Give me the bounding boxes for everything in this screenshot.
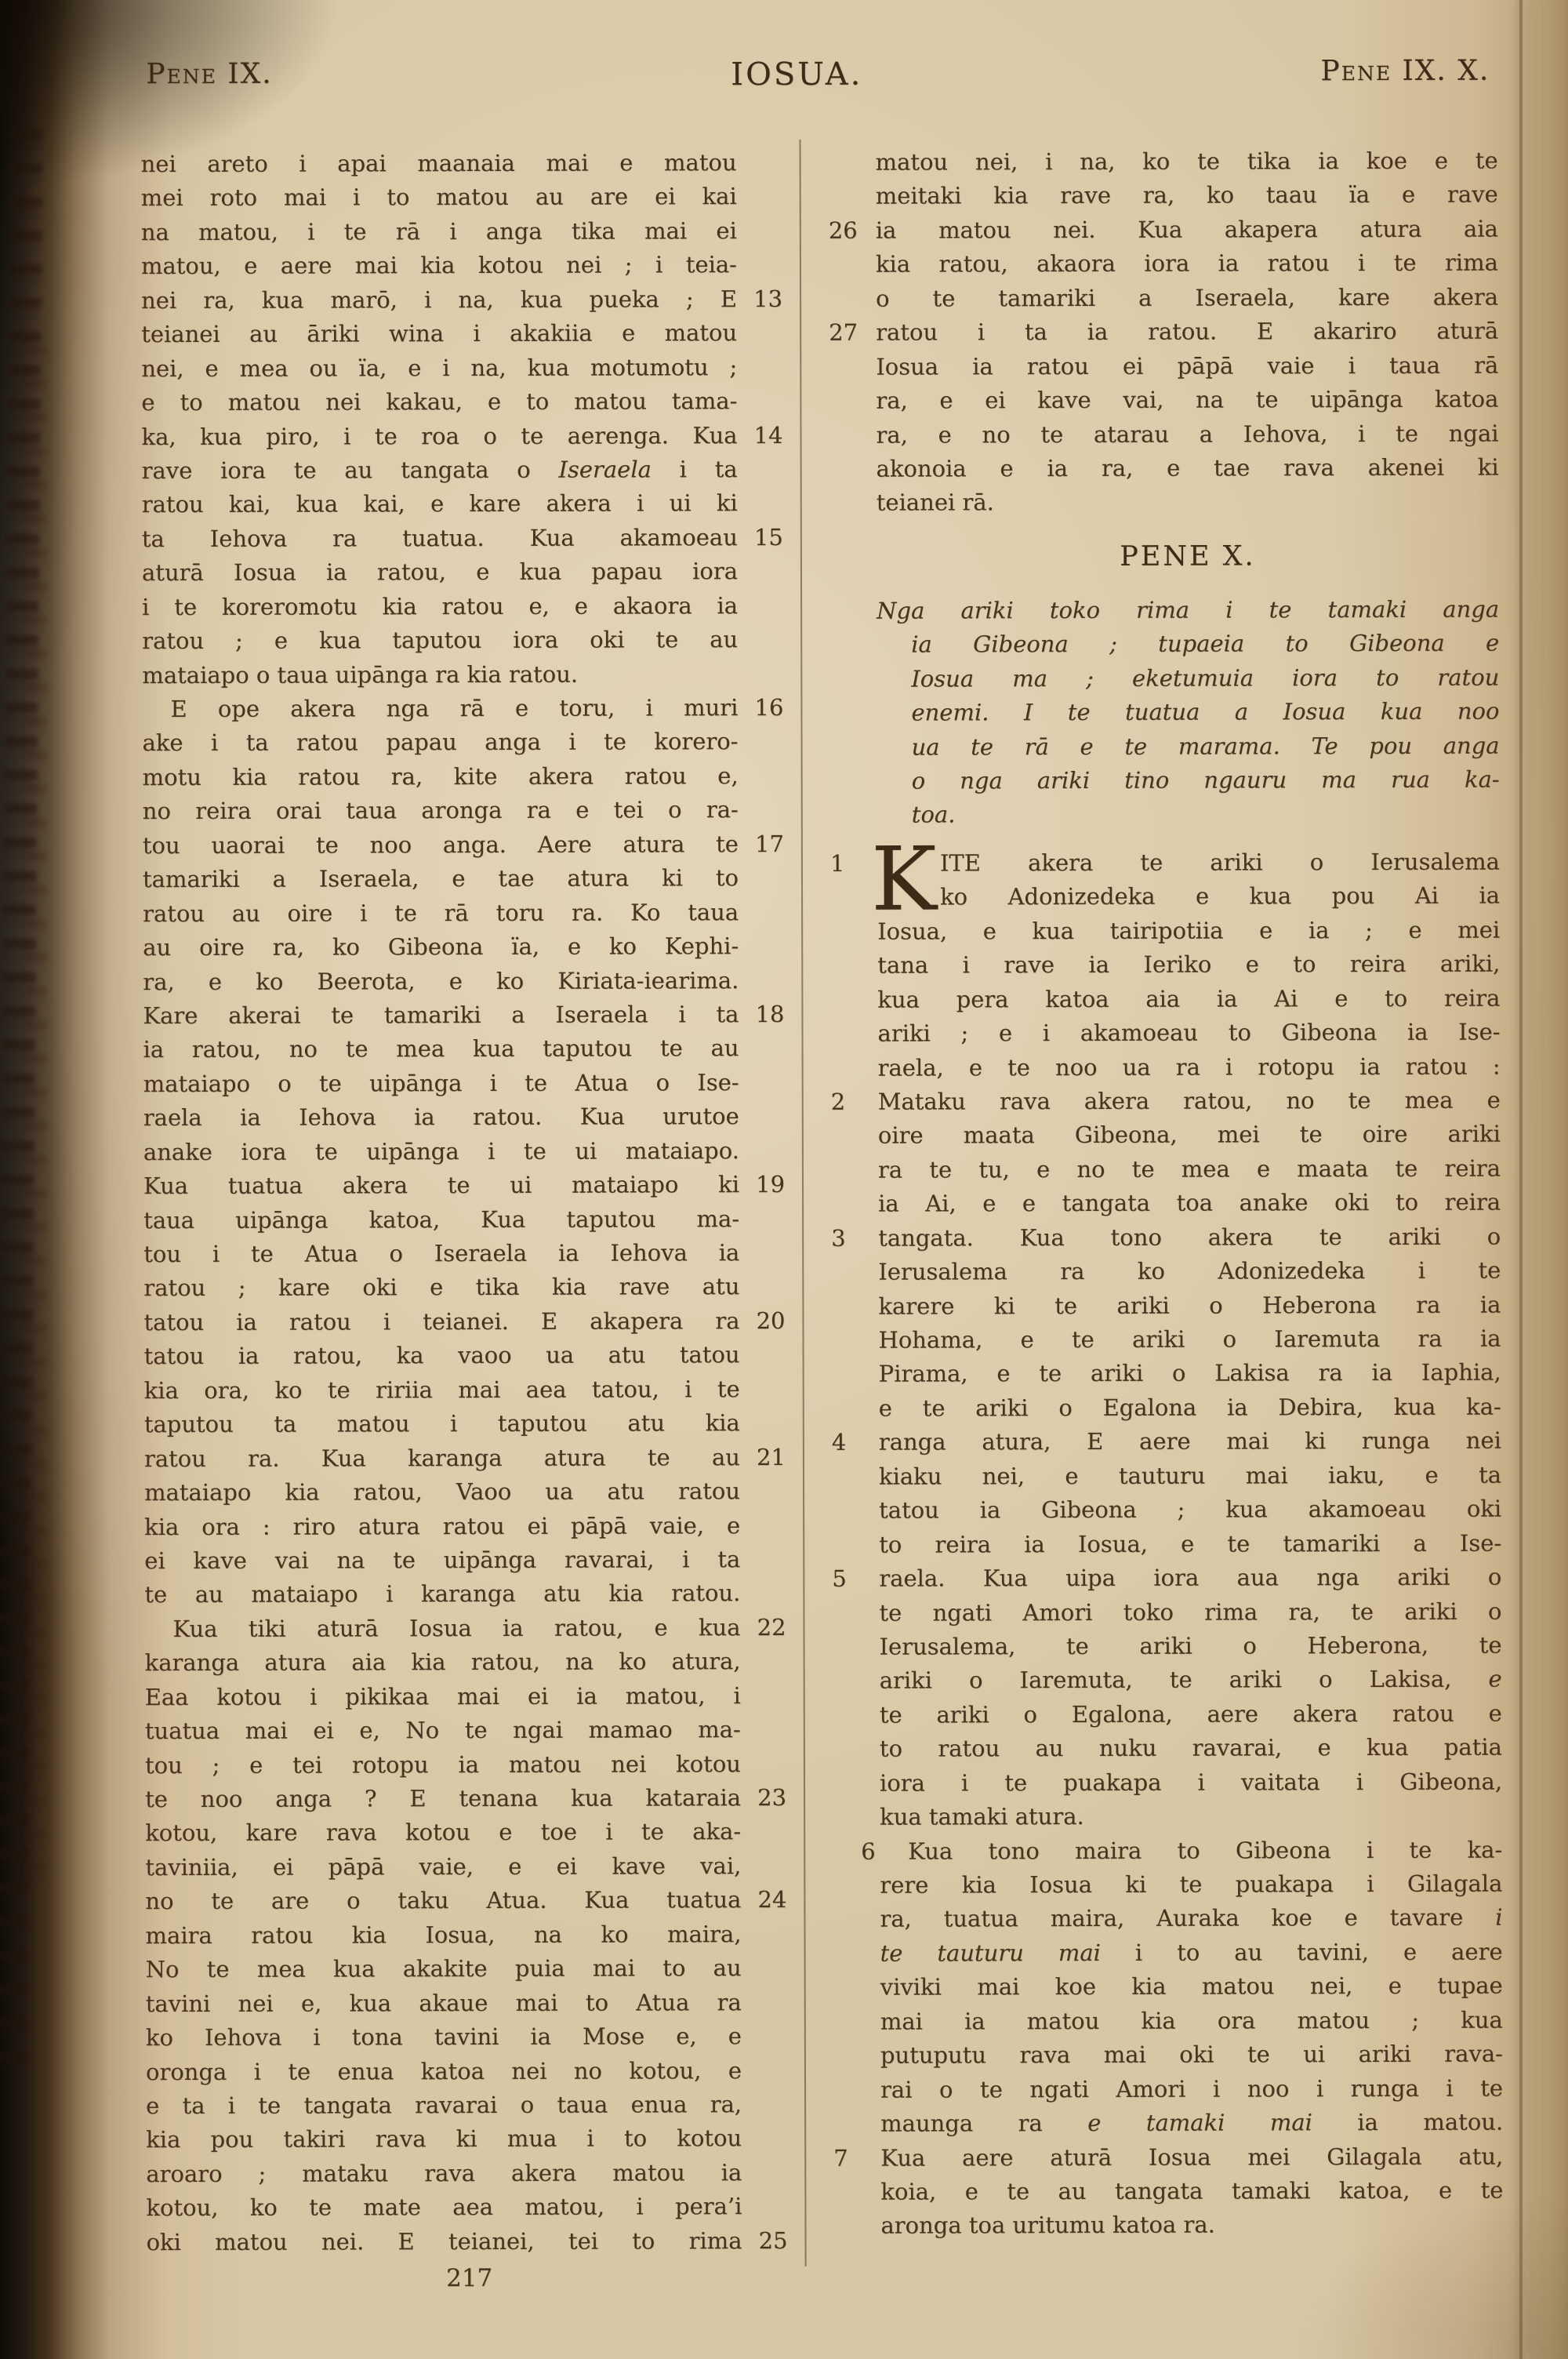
text-line bbox=[142, 725, 788, 761]
text-segment: teianei rā. bbox=[876, 489, 994, 517]
text-line bbox=[142, 589, 788, 625]
text-segment: ra, e ei kave vai, na te uipānga katoa bbox=[876, 385, 1499, 414]
text-line bbox=[829, 845, 1500, 881]
text-line bbox=[144, 1543, 790, 1579]
verse-number: 16 bbox=[754, 693, 784, 722]
text-line bbox=[828, 451, 1499, 487]
verse-number: 3 bbox=[831, 1224, 846, 1252]
verse-number: 7 bbox=[833, 2144, 848, 2172]
text-segment: mataiapo o taua uipānga ra kia ratou. bbox=[142, 660, 579, 689]
text-segment: ra te tu, e no te mea e maata te reira bbox=[877, 1154, 1501, 1183]
text-segment: kotou, ko te mate aea matou, i pera’i bbox=[146, 2193, 742, 2222]
text-segment: Iseraela bbox=[558, 456, 652, 483]
verse-number: 14 bbox=[753, 421, 783, 449]
verse-number: 25 bbox=[758, 2226, 788, 2254]
text-line bbox=[829, 981, 1500, 1017]
text-segment: Ierusalema ra ko Adonizedeka i te bbox=[878, 1256, 1501, 1285]
text-line bbox=[829, 797, 1500, 833]
text-segment: to ratou au nuku ravarai, e kua patia bbox=[879, 1733, 1502, 1762]
text-line bbox=[832, 2071, 1503, 2107]
text-line bbox=[828, 695, 1499, 731]
text-segment: te au mataiapo i karanga atu kia ratou. bbox=[144, 1579, 741, 1608]
verse-number: 6 bbox=[861, 1837, 876, 1865]
text-line bbox=[141, 418, 787, 454]
text-segment: Pirama, e te ariki o Lakisa ra ia Iaphia, bbox=[878, 1359, 1501, 1388]
text-line bbox=[829, 1049, 1501, 1085]
text-segment: tatou ia ratou i teianei. E akapera ra bbox=[143, 1307, 740, 1336]
text-line bbox=[827, 246, 1498, 282]
text-segment: rere kia Iosua ki te puakapa i Gilagala bbox=[880, 1870, 1503, 1899]
text-segment: ta Iehova ra tuatua. Kua akamoeau bbox=[141, 523, 738, 552]
text-line bbox=[142, 657, 788, 693]
text-line bbox=[146, 2121, 792, 2157]
text-segment: taua uipānga katoa, Kua taputou ma- bbox=[143, 1205, 740, 1234]
text-segment: motu kia ratou ra, kite akera ratou e, bbox=[142, 762, 739, 791]
text-segment: oki matou nei. E teianei, tei to rima bbox=[146, 2226, 742, 2255]
text-segment: matou, e aere mai kia kotou nei ; i teia- bbox=[140, 251, 737, 280]
text-segment: rai o te ngati Amori i noo i runga i te bbox=[880, 2074, 1504, 2103]
text-segment: ariki ; e i akamoeau to Gibeona ia Ise- bbox=[877, 1018, 1501, 1047]
text-line bbox=[832, 2174, 1503, 2210]
text-line bbox=[828, 660, 1499, 696]
text-line bbox=[831, 1901, 1502, 1937]
text-segment: ratou kai, kua kai, e kare akera i ui ki bbox=[141, 489, 738, 518]
text-line bbox=[146, 2053, 792, 2089]
text-line bbox=[145, 1747, 791, 1783]
text-line bbox=[141, 316, 787, 352]
verse-number: 27 bbox=[829, 318, 858, 347]
text-segment: ra, tuatua maira, Auraka koe e tavare bbox=[880, 1904, 1496, 1933]
text-segment: ratou ; e kua taputou iora oki te au bbox=[142, 626, 739, 655]
text-line bbox=[144, 1338, 790, 1374]
text-line bbox=[146, 2088, 792, 2124]
text-line bbox=[146, 1986, 792, 2022]
text-segment: ka, kua piro, i te roa o te aerenga. Kua bbox=[141, 421, 738, 450]
text-line bbox=[831, 1799, 1502, 1835]
running-head-left: Pene IX. bbox=[146, 57, 273, 91]
text-segment: nei areto i apai maanaia mai e matou bbox=[140, 149, 737, 178]
verse-number: 24 bbox=[757, 1886, 787, 1914]
verse-number: 18 bbox=[755, 1000, 785, 1028]
text-line bbox=[144, 1441, 790, 1477]
text-line bbox=[146, 2224, 792, 2260]
text-segment: tuatua mai ei e, No te ngai mamao ma- bbox=[144, 1716, 741, 1745]
text-segment: o nga ariki tino ngauru ma rua ka- bbox=[911, 765, 1500, 794]
text-line bbox=[143, 1031, 789, 1067]
text-line bbox=[831, 1867, 1502, 1903]
text-line bbox=[827, 416, 1498, 453]
text-segment: toa. bbox=[911, 801, 956, 829]
text-line bbox=[829, 947, 1500, 983]
text-line bbox=[830, 1594, 1501, 1630]
text-segment: taputou ta matou i taputou atu kia bbox=[143, 1409, 740, 1438]
text-segment: Hohama, e te ariki o Iaremuta ra ia bbox=[878, 1325, 1501, 1354]
verse-number: 19 bbox=[756, 1171, 786, 1198]
text-segment: mai ia matou kia ora matou ; kua bbox=[880, 2006, 1503, 2035]
text-line bbox=[142, 521, 788, 557]
text-line bbox=[142, 554, 788, 591]
text-line bbox=[141, 282, 787, 318]
verse-number: 23 bbox=[757, 1783, 787, 1812]
text-line bbox=[832, 1969, 1503, 2005]
text-line bbox=[146, 2190, 792, 2226]
text-segment: meitaki kia rave ra, ko taau ïa e rave bbox=[875, 181, 1498, 210]
text-line bbox=[830, 1356, 1501, 1392]
text-line bbox=[827, 280, 1498, 316]
text-segment: au oire ra, ko Gibeona ïa, e ko Kephi- bbox=[143, 932, 739, 961]
text-line bbox=[143, 1066, 789, 1102]
verse-number: 20 bbox=[756, 1307, 786, 1334]
text-segment: ko Adonizedeka e kua pou Ai ia bbox=[940, 881, 1501, 911]
text-segment: kua pera katoa aia ia Ai e to reira bbox=[877, 984, 1501, 1013]
text-line bbox=[832, 2003, 1503, 2039]
verse-number: 13 bbox=[753, 285, 783, 312]
text-line bbox=[830, 1458, 1501, 1494]
text-line bbox=[832, 1935, 1503, 1971]
text-segment: raela ia Iehova ia ratou. Kua urutoe bbox=[143, 1103, 739, 1132]
text-segment: aturā Iosua ia ratou, e kua papau iora bbox=[141, 558, 739, 587]
text-line bbox=[827, 348, 1498, 384]
text-line bbox=[143, 963, 789, 999]
text-segment: te ariki o Egalona, aere akera ratou e bbox=[879, 1699, 1502, 1728]
text-line bbox=[829, 1084, 1501, 1120]
text-line bbox=[141, 214, 787, 250]
drop-cap-initial: K bbox=[870, 828, 937, 931]
text-line bbox=[832, 2106, 1503, 2142]
text-segment: rave iora te au tangata o bbox=[141, 456, 559, 485]
text-line bbox=[143, 1236, 789, 1272]
text-segment: raela, e te noo ua ra i rotopu ia ratou : bbox=[877, 1052, 1501, 1081]
text-segment: kia pou takiri rava ki mua i to kotou bbox=[146, 2125, 742, 2154]
text-line bbox=[145, 1917, 791, 1954]
text-line bbox=[829, 763, 1500, 799]
text-line bbox=[828, 592, 1499, 628]
text-line bbox=[141, 180, 787, 216]
text-line bbox=[829, 1219, 1501, 1256]
text-segment: tou i te Atua o Iseraela ia Iehova ia bbox=[143, 1239, 740, 1268]
text-segment: na matou, i te rā i anga tika mai ei bbox=[140, 217, 737, 246]
text-line bbox=[144, 1611, 790, 1647]
text-line bbox=[141, 146, 787, 182]
text-line bbox=[144, 1474, 790, 1510]
text-segment: ake i ta ratou papau anga i te korero- bbox=[142, 728, 739, 757]
text-segment: oronga i te enua katoa nei no kotou, e bbox=[145, 2056, 742, 2085]
text-segment: matou nei, i na, ko te tika ia koe e te bbox=[875, 147, 1498, 176]
text-segment: tavini nei e, kua akaue mai to Atua ra bbox=[145, 1988, 742, 2017]
text-segment: o te tamariki a Iseraela, kare akera bbox=[876, 283, 1499, 312]
text-segment: e te ariki o Egalona ia Debira, kua ka- bbox=[878, 1393, 1501, 1422]
text-segment: viviki mai koe kia matou nei, e tupae bbox=[880, 1972, 1503, 2001]
text-segment: tatou ia Gibeona ; kua akamoeau oki bbox=[879, 1495, 1502, 1524]
text-segment: karere ki te ariki o Heberona ra ia bbox=[878, 1291, 1501, 1320]
text-line bbox=[831, 1765, 1502, 1801]
text-segment: e to matou nei kakau, e to matou tama- bbox=[141, 387, 738, 416]
text-line bbox=[146, 2156, 792, 2192]
text-line bbox=[830, 1390, 1501, 1426]
text-segment: putuputu rava mai oki te ui ariki rava- bbox=[880, 2040, 1503, 2069]
verse-number: 1 bbox=[829, 849, 845, 877]
text-segment: kia ratou, akaora iora ia ratou i te rima bbox=[875, 249, 1498, 278]
text-line bbox=[831, 1833, 1502, 1869]
text-line bbox=[829, 1151, 1501, 1187]
text-segment: anake iora te uipānga i te ui mataiapo. bbox=[143, 1136, 739, 1165]
text-segment: enemi. I te tuatua a Iosua kua noo bbox=[911, 697, 1500, 726]
text-line bbox=[142, 486, 788, 522]
text-line bbox=[827, 178, 1498, 214]
text-line bbox=[141, 248, 787, 284]
text-segment: ratou au oire i te rā toru ra. Ko taua bbox=[143, 898, 739, 927]
text-segment: No te mea kua akakite puia mai to au bbox=[145, 1954, 742, 1983]
text-segment: e bbox=[1488, 1665, 1502, 1693]
running-head bbox=[0, 0, 1565, 93]
verse-number: 26 bbox=[828, 216, 858, 244]
text-line bbox=[145, 1645, 791, 1681]
right-text-column bbox=[827, 144, 1504, 2244]
text-segment: ei kave vai na te uipānga ravarai, i ta bbox=[144, 1546, 741, 1575]
text-line bbox=[830, 1561, 1501, 1597]
text-segment: kiaku nei, e tauturu mai iaku, e ta bbox=[878, 1461, 1502, 1490]
text-line bbox=[829, 879, 1500, 915]
verse-number: 21 bbox=[756, 1443, 786, 1470]
text-line bbox=[143, 998, 789, 1034]
running-head-right: Pene IX. X. bbox=[1320, 54, 1490, 88]
text-segment: Kua aere aturā Iosua mei Gilagala atu, bbox=[880, 2143, 1504, 2172]
text-segment: Mataku rava akera ratou, no te mea e bbox=[877, 1086, 1501, 1115]
verse-number: 5 bbox=[832, 1565, 847, 1592]
text-segment: mataiapo o te uipānga i te Atua o Ise- bbox=[143, 1068, 739, 1097]
page-number: 217 bbox=[446, 2263, 493, 2293]
text-segment: ra, e no te atarau a Iehova, i te ngai bbox=[876, 420, 1499, 449]
text-line bbox=[829, 1118, 1501, 1154]
text-line bbox=[832, 2037, 1503, 2074]
text-line bbox=[829, 913, 1500, 949]
text-segment: ratou i ta ia ratou. E akariro aturā bbox=[876, 317, 1499, 346]
text-line bbox=[143, 1270, 789, 1306]
text-segment: ua te rā e te marama. Te pou anga bbox=[911, 732, 1500, 761]
text-line bbox=[143, 1304, 789, 1340]
text-segment: kua tamaki atura. bbox=[880, 1803, 1084, 1830]
text-segment: tou ; e tei rotopu ia matou nei kotou bbox=[144, 1750, 741, 1779]
text-line bbox=[829, 729, 1500, 765]
text-segment: te noo anga ? E tenana kua kataraia bbox=[145, 1784, 742, 1813]
text-line bbox=[143, 929, 789, 965]
text-segment: tangata. Kua tono akera te ariki o bbox=[878, 1223, 1501, 1252]
text-line bbox=[827, 212, 1498, 248]
text-line bbox=[143, 759, 789, 795]
text-line bbox=[827, 144, 1498, 180]
text-line bbox=[831, 1629, 1502, 1665]
text-segment: iora i te puakapa i vaitata i Gibeona, bbox=[879, 1768, 1503, 1797]
text-line bbox=[146, 1951, 792, 1987]
verse-number: 17 bbox=[754, 830, 784, 857]
text-line bbox=[143, 1202, 789, 1238]
text-segment: E ope akera nga rā e toru, i muri bbox=[170, 694, 739, 723]
text-line bbox=[145, 1713, 791, 1749]
text-segment: e ta i te tangata ravarai o taua enua ra, bbox=[146, 2091, 742, 2120]
text-segment: ra, e ko Beerota, e ko Kiriata-iearima. bbox=[143, 966, 739, 995]
text-segment: nei, e mea ou ïa, e i na, kua motumotu ; bbox=[141, 353, 738, 382]
text-segment: tatou ia ratou, ka vaoo ua atu tatou bbox=[143, 1341, 740, 1370]
text-segment: ratou ; kare oki e tika kia rave atu bbox=[143, 1273, 740, 1302]
text-segment: i to au tavini, e aere bbox=[1100, 1938, 1503, 1966]
text-segment: ia matou nei. Kua akapera atura aia bbox=[875, 215, 1498, 244]
text-segment: Kua tiki aturā Iosua ia ratou, e kua bbox=[172, 1613, 741, 1642]
text-line bbox=[827, 314, 1498, 351]
text-line bbox=[143, 827, 789, 863]
text-line bbox=[830, 1526, 1501, 1562]
text-line bbox=[143, 1168, 789, 1204]
text-line bbox=[830, 1492, 1501, 1528]
text-segment: Eaa kotou i pikikaa mai ei ia matou, i bbox=[144, 1681, 741, 1710]
text-line bbox=[829, 1016, 1500, 1052]
text-line bbox=[145, 1815, 791, 1851]
text-line bbox=[828, 485, 1499, 521]
text-segment: maunga ra bbox=[880, 2110, 1088, 2137]
chapter10-body bbox=[829, 828, 1504, 2243]
text-segment: i ta bbox=[651, 456, 738, 483]
text-segment: tana i rave ia Ieriko e to reira ariki, bbox=[877, 950, 1501, 979]
text-segment: tou uaorai te noo anga. Aere atura te bbox=[142, 830, 739, 859]
verse-number: 2 bbox=[830, 1088, 846, 1115]
text-segment: oire maata Gibeona, mei te oire ariki bbox=[877, 1120, 1501, 1150]
chapter9-continuation bbox=[827, 144, 1499, 521]
text-line bbox=[145, 1679, 791, 1715]
text-line bbox=[831, 1696, 1502, 1732]
chapter-heading: PENE X. bbox=[1120, 540, 1256, 572]
text-line bbox=[144, 1508, 790, 1544]
text-line bbox=[828, 627, 1499, 663]
text-line bbox=[143, 1134, 789, 1170]
text-line bbox=[143, 793, 789, 829]
text-line bbox=[145, 1883, 791, 1919]
text-segment: Kua tuatua akera te ui mataiapo ki bbox=[143, 1171, 740, 1200]
left-text-column bbox=[141, 146, 793, 2259]
text-segment: ia Ai, e e tangata toa anake oki to reira bbox=[878, 1188, 1501, 1217]
column-divider-rule bbox=[800, 140, 807, 2266]
text-line bbox=[829, 1186, 1501, 1222]
text-segment: kia ora : riro atura ratou ei pāpā vaie, e bbox=[144, 1511, 741, 1540]
text-segment: no reira orai taua aronga ra e tei o ra- bbox=[142, 796, 739, 825]
text-segment: aroaro ; mataku rava akera matou ia bbox=[146, 2158, 742, 2187]
text-segment: taviniia, ei pāpā vaie, e ei kave vai, bbox=[145, 1852, 742, 1881]
text-segment: e tamaki mai bbox=[1087, 2109, 1312, 2137]
text-segment: nei ra, kua marō, i na, kua pueka ; E bbox=[141, 285, 738, 314]
text-line bbox=[831, 1663, 1502, 1699]
text-segment: Iosua ia ratou ei pāpā vaie i taua rā bbox=[876, 351, 1499, 380]
text-segment: mataiapo kia ratou, Vaoo ua atu ratou bbox=[143, 1478, 741, 1507]
text-line bbox=[831, 1731, 1502, 1767]
text-line bbox=[143, 1100, 789, 1136]
text-line bbox=[143, 861, 789, 897]
chapter-summary bbox=[828, 592, 1500, 832]
text-segment: ITE akera te ariki o Ierusalema bbox=[939, 848, 1500, 877]
text-line bbox=[142, 623, 788, 659]
text-segment: no te are o taku Atua. Kua tuatua bbox=[145, 1886, 742, 1915]
text-segment: kia ora, ko te ririia mai aea tatou, i te bbox=[143, 1375, 740, 1404]
text-segment: te ngati Amori toko rima ra, te ariki o bbox=[879, 1598, 1502, 1627]
text-segment: ranga atura, E aere mai ki runga nei bbox=[878, 1427, 1501, 1456]
text-segment: akonoia e ia ra, e tae rava akenei ki bbox=[876, 453, 1499, 482]
text-segment: ia matou. bbox=[1312, 2108, 1504, 2136]
text-line bbox=[829, 1254, 1501, 1290]
text-line bbox=[145, 1781, 791, 1817]
text-segment: i bbox=[1495, 1904, 1503, 1932]
text-line bbox=[144, 1576, 790, 1612]
text-segment: i te koreromotu kia ratou e, e akaora ia bbox=[142, 591, 739, 620]
text-line bbox=[141, 384, 787, 420]
text-line bbox=[832, 2139, 1503, 2175]
text-segment: Kua tono maira to Gibeona i te ka- bbox=[908, 1836, 1503, 1865]
text-line bbox=[145, 1849, 791, 1885]
text-line bbox=[830, 1424, 1501, 1460]
text-line bbox=[141, 351, 787, 387]
text-segment: aronga toa uritumu katoa ra. bbox=[880, 2211, 1215, 2240]
running-head-title: IOSUA. bbox=[731, 56, 863, 93]
text-line bbox=[146, 2019, 792, 2055]
text-line bbox=[829, 1288, 1501, 1324]
verse-number: 4 bbox=[831, 1429, 847, 1456]
text-segment: raela. Kua uipa iora aua nga ariki o bbox=[879, 1563, 1502, 1592]
text-segment: ko Iehova i tona tavini ia Mose e, e bbox=[145, 2023, 742, 2052]
text-segment: ia ratou, no te mea kua taputou te au bbox=[143, 1034, 739, 1063]
text-segment: to reira ia Iosua, e te tamariki a Ise- bbox=[879, 1529, 1502, 1558]
verse-number: 22 bbox=[757, 1613, 786, 1641]
text-line bbox=[142, 453, 788, 489]
text-segment: te tauturu mai bbox=[880, 1939, 1101, 1967]
text-line bbox=[827, 383, 1498, 419]
text-segment: karanga atura aia kia ratou, na ko atura, bbox=[144, 1648, 741, 1677]
verse-number: 15 bbox=[753, 523, 783, 551]
text-segment: ariki o Iaremuta, te ariki o Lakisa, bbox=[879, 1666, 1489, 1695]
text-segment: maira ratou kia Iosua, na ko maira, bbox=[145, 1920, 742, 1949]
text-line bbox=[832, 2208, 1503, 2244]
text-line bbox=[142, 691, 788, 727]
text-segment: Iosua ma ; eketumuia iora to ratou bbox=[911, 663, 1500, 692]
text-segment: ia Gibeona ; tupaeia to Gibeona e bbox=[911, 629, 1500, 658]
text-segment: tamariki a Iseraela, e tae atura ki to bbox=[142, 864, 739, 893]
text-segment: kotou, kare rava kotou e toe i te aka- bbox=[145, 1818, 742, 1847]
text-line bbox=[143, 896, 789, 932]
text-segment: Kare akerai te tamariki a Iseraela i ta bbox=[143, 1001, 739, 1030]
text-line bbox=[144, 1406, 790, 1442]
text-segment: mei roto mai i to matou au are ei kai bbox=[140, 183, 737, 212]
page-edge-shadow bbox=[1519, 0, 1523, 2359]
text-line bbox=[829, 1322, 1501, 1358]
text-segment: Nga ariki toko rima i te tamaki anga bbox=[877, 595, 1500, 624]
text-segment: koia, e te au tangata tamaki katoa, e te bbox=[880, 2176, 1504, 2205]
text-segment: Ierusalema, te ariki o Heberona, te bbox=[879, 1631, 1502, 1660]
text-segment: ratou ra. Kua karanga atura te au bbox=[143, 1443, 740, 1472]
text-segment: Iosua, e kua tairipotiia e ia ; e mei bbox=[877, 916, 1501, 945]
text-line bbox=[144, 1372, 790, 1408]
text-segment: teianei au āriki wina i akakiia e matou bbox=[141, 319, 738, 348]
